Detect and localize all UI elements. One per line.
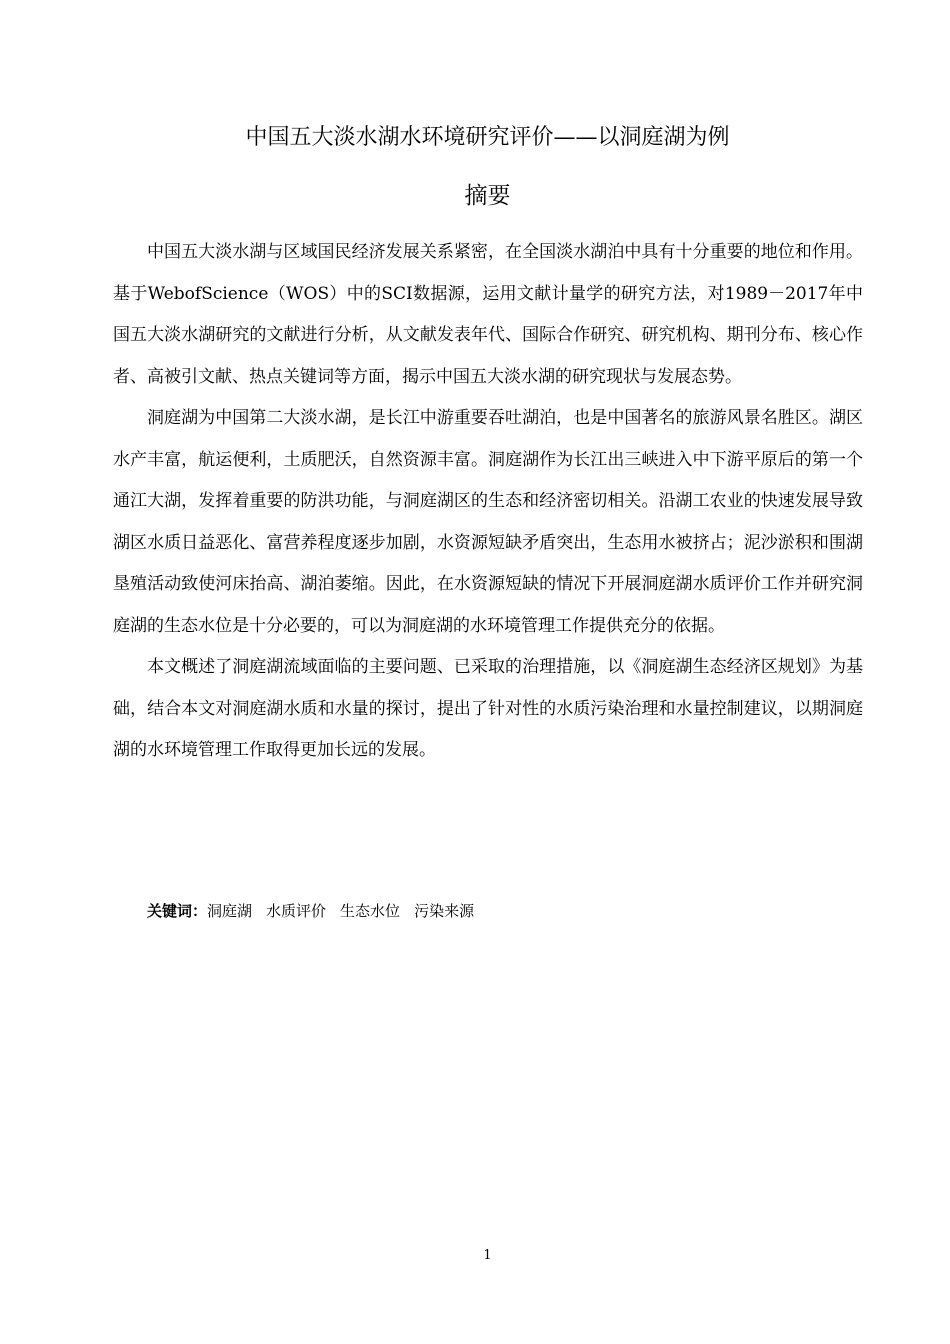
document-title: 中国五大淡水湖水环境研究评价——以洞庭湖为例 [245, 125, 730, 150]
keyword-item: 水质评价 [266, 902, 327, 920]
abstract-heading: 摘要 [464, 183, 511, 209]
keywords-label: 关键词： [147, 902, 208, 920]
keyword-item: 洞庭湖 [207, 902, 253, 920]
abstract-paragraph-3: 本文概述了洞庭湖流域面临的主要问题、已采取的治理措施，以《洞庭湖生态经济区规划》为基础，结合本文对洞庭湖水质和水量的探讨，提出了针对性的水质污染治理和水量控制建议，以期洞庭湖的水环境管理工作取得更加长远的发展。 [113, 657, 863, 760]
page-number: 1 [483, 1248, 492, 1263]
abstract-body [113, 232, 863, 772]
abstract-paragraph-2: 洞庭湖为中国第二大淡水湖，是长江中游重要吞吐湖泊，也是中国著名的旅游风景名胜区。湖区水产丰富，航运便利，土质肥沃，自然资源丰富。洞庭湖作为长江出三峡进入中下游平原后的第一个通江大湖，发挥着重要的防洪功能，与洞庭湖区的生态和经济密切相关。沿湖工农业的快速发展导致湖区水质日益恶化、富营养程度逐步加剧，水资源短缺矛盾突出，生态用水被挤占；泥沙淤积和围湖垦殖活动致使河床抬高、湖泊萎缩。因此，在水资源短缺的情况下开展洞庭湖水质评价工作并研究洞庭湖的生态水位是十分必要的，可以为洞庭湖的水环境管理工作提供充分的依据。 [113, 408, 863, 636]
keyword-item: 生态水位 [340, 902, 401, 920]
keywords-line [147, 899, 488, 923]
keyword-item: 污染来源 [414, 902, 475, 920]
abstract-paragraph-1: 中国五大淡水湖与区域国民经济发展关系紧密，在全国淡水湖泊中具有十分重要的地位和作用。基于WebofScience（WOS）中的SCI数据源，运用文献计量学的研究方法，对1989－2017年中国五大淡水湖研究的文献进行分析，从文献发表年代、国际合作研究、研究机构、期刊分布、核心作者、高被引文献、热点关键词等方面，揭示中国五大淡水湖的研究现状与发展态势。 [113, 242, 863, 387]
